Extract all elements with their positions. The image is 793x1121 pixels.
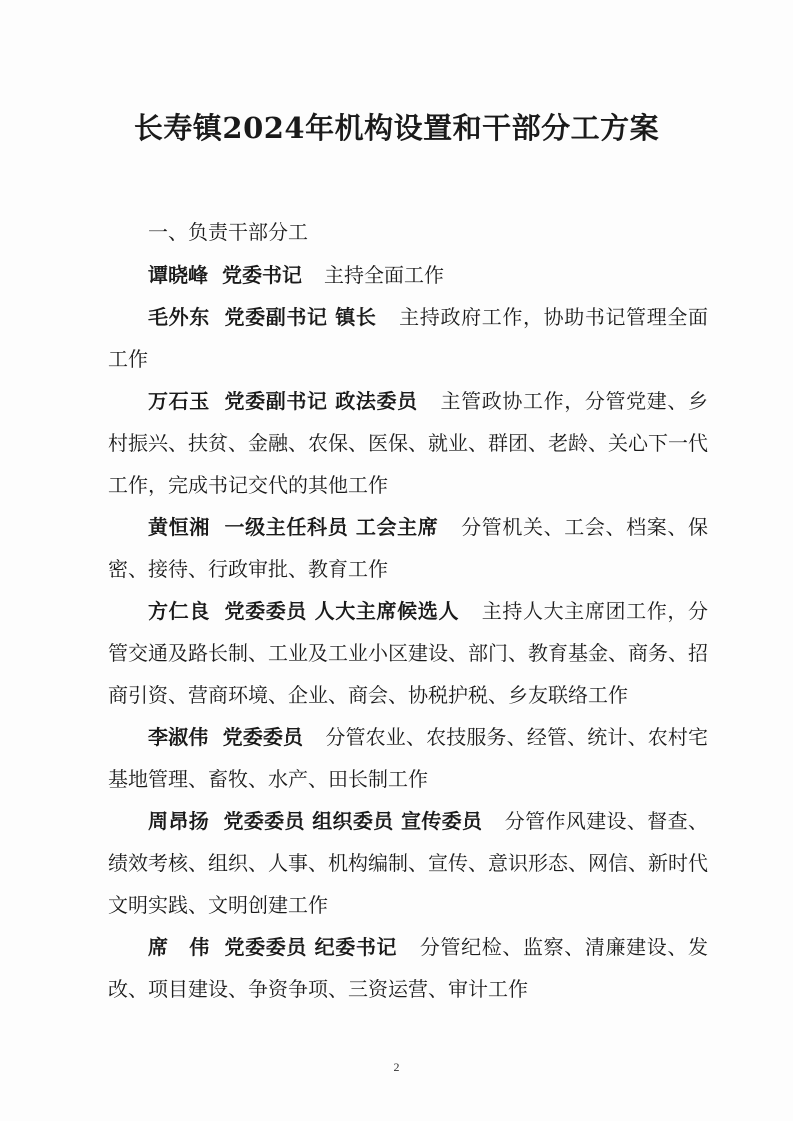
official-titles: 党委委员 组织委员 宣传委员 xyxy=(223,809,483,833)
official-name: 方仁良 xyxy=(148,599,210,623)
duty-entry xyxy=(108,506,708,590)
duty-entry xyxy=(108,254,708,296)
official-duties: 主管政协工作，分管党建、乡村振兴、扶贫、金融、农保、医保、就业、群团、老龄、关心下一代工作，完成书记交代的其他工作 xyxy=(108,389,709,497)
official-name: 万石玉 xyxy=(148,389,210,413)
duty-list xyxy=(108,254,708,1010)
duty-entry xyxy=(108,926,708,1010)
official-duties: 分管机关、工会、档案、保密、接待、行政审批、教育工作 xyxy=(108,515,709,581)
official-name: 周昂扬 xyxy=(148,809,210,833)
official-titles: 党委书记 xyxy=(222,263,302,287)
official-titles: 党委副书记 镇长 xyxy=(223,305,377,329)
official-titles: 党委委员 纪委书记 xyxy=(223,935,398,959)
duty-entry xyxy=(108,296,708,380)
official-titles: 党委委员 人大主席候选人 xyxy=(223,599,460,623)
official-name: 谭晓峰 xyxy=(148,263,208,287)
official-duties: 分管作风建设、督查、绩效考核、组织、人事、机构编制、宣传、意识形态、网信、新时代文明实践、文明创建工作 xyxy=(108,809,708,917)
duty-entry xyxy=(108,716,708,800)
duty-entry xyxy=(108,800,708,926)
duty-entry xyxy=(108,380,708,506)
official-titles: 一级主任科员 工会主席 xyxy=(223,515,439,539)
official-duties: 主持政府工作，协助书记管理全面工作 xyxy=(108,305,709,371)
official-name: 席 伟 xyxy=(148,935,210,959)
page-number: 2 xyxy=(393,1060,400,1074)
official-duties: 分管农业、农技服务、经管、统计、农村宅基地管理、畜牧、水产、田长制工作 xyxy=(108,725,709,791)
official-duties: 分管纪检、监察、清廉建设、发改、项目建设、争资争项、三资运营、审计工作 xyxy=(108,935,709,1001)
official-titles: 党委委员 xyxy=(222,725,304,749)
official-titles: 党委副书记 政法委员 xyxy=(223,389,418,413)
official-duties: 主持人大主席团工作，分管交通及路长制、工业及工业小区建设、部门、教育基金、商务、招商引资、营商环境、企业、商会、协税护税、乡友联络工作 xyxy=(108,599,709,707)
section-heading: 一、负责干部分工 xyxy=(148,220,308,244)
official-name: 黄恒湘 xyxy=(148,515,210,539)
document-title: 长寿镇2024年机构设置和干部分工方案 xyxy=(133,111,660,145)
duty-entry xyxy=(108,590,708,716)
official-name: 李淑伟 xyxy=(148,725,209,749)
official-duties: 主持全面工作 xyxy=(324,263,444,287)
official-name: 毛外东 xyxy=(148,305,210,329)
